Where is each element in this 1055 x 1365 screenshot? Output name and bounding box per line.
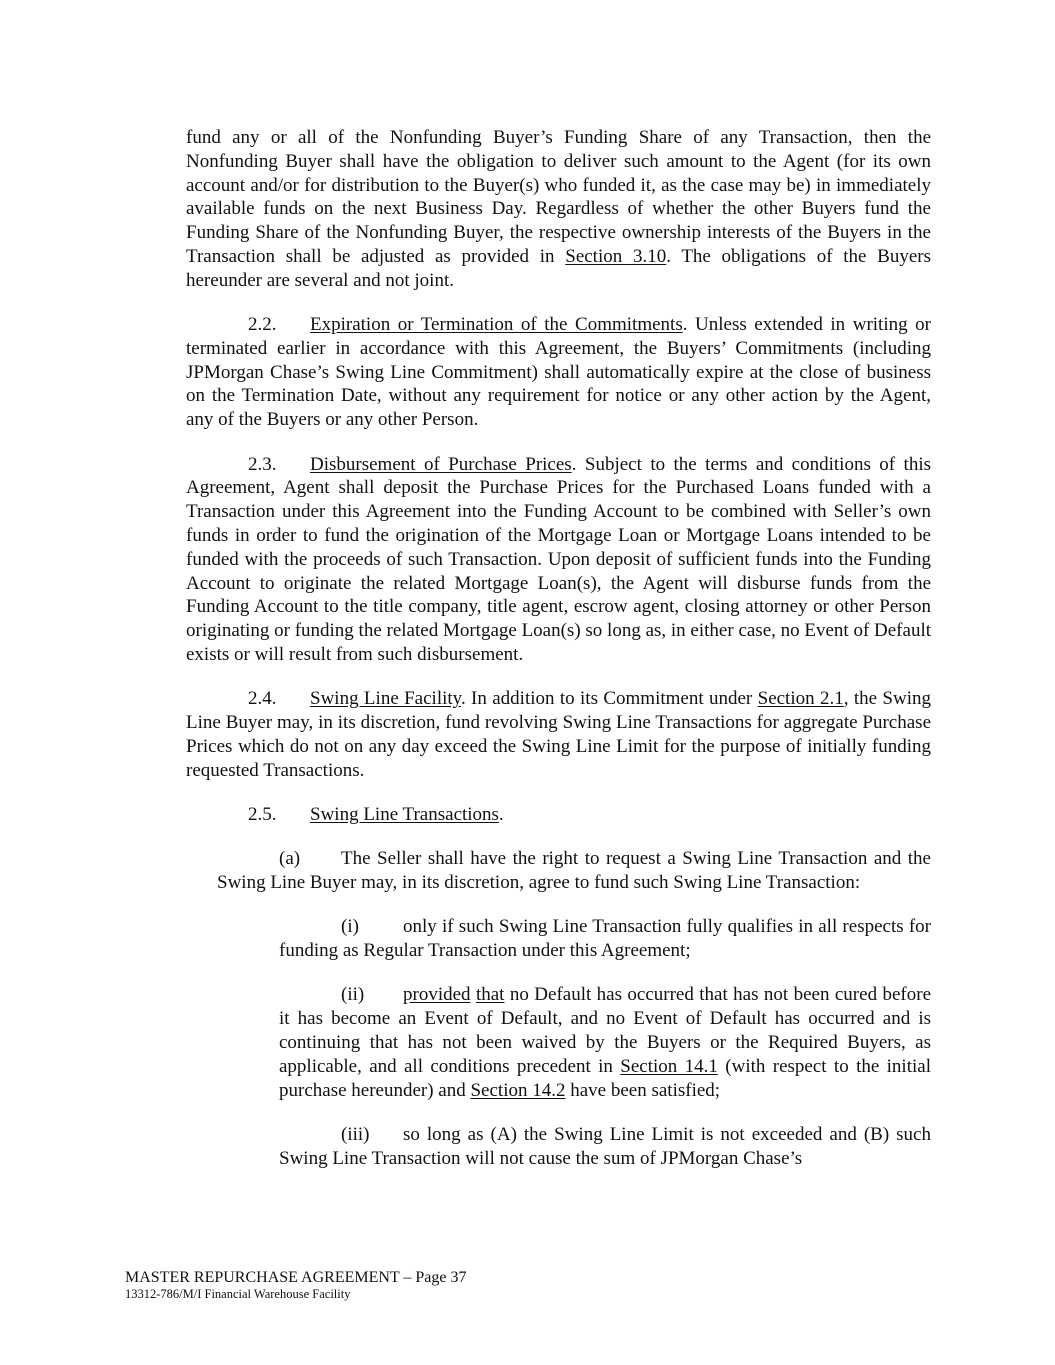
clause-iii xyxy=(279,1123,931,1171)
section-2-2 xyxy=(186,313,931,432)
section-number: 2.4. xyxy=(248,688,277,710)
section-text: , the Swing Line Buyer may, in its discretion, fund revolving Swing Line Transactions for aggregate Purchase Prices which do not on any day exceed the Swing Line Limit for the purpose of initially funding requested Transactions. xyxy=(186,688,931,781)
document-body xyxy=(186,126,931,1191)
footer-document-id: 13312-786/M/I Financial Warehouse Facility xyxy=(125,1287,351,1301)
section-reference: Section 14.1 xyxy=(620,1055,718,1077)
section-2-5 xyxy=(186,803,931,827)
clause-number: (a) xyxy=(279,848,301,870)
section-reference: Section 3.10 xyxy=(565,245,667,267)
page-footer xyxy=(125,1268,467,1302)
clause-number: (i) xyxy=(341,916,359,938)
section-heading: Expiration or Termination of the Commitments xyxy=(310,314,683,336)
clause-i xyxy=(279,915,931,963)
clause-text: (with respect to the initial purchase hereunder) and xyxy=(279,1055,931,1101)
underlined-term: provided xyxy=(403,984,471,1006)
clause-number: (ii) xyxy=(341,984,365,1006)
continuation-paragraph xyxy=(186,126,931,293)
section-heading: Disbursement of Purchase Prices xyxy=(310,453,572,475)
clause-number: (iii) xyxy=(341,1123,370,1145)
section-reference: Section 14.2 xyxy=(470,1079,566,1101)
section-number: 2.2. xyxy=(248,314,277,336)
section-text: . In addition to its Commitment under xyxy=(460,688,758,710)
section-2-3 xyxy=(186,453,931,667)
clause-text: only if such Swing Line Transaction fully qualifies in all respects for funding as Regular Transaction under this Agreement; xyxy=(279,916,931,962)
section-text: . xyxy=(498,803,504,825)
section-text: . Unless extended in writing or terminated earlier in accordance with this Agreement, the Buyers’ Commitments (including JPMorgan Chase’s Swing Line Commitment) shall automatically expire at the close of business on the Termination Date, without any requirement for notice or any other action by the Agent, any of the Buyers or any other Person. xyxy=(186,314,931,431)
section-number: 2.5. xyxy=(248,803,277,825)
clause-text: The Seller shall have the right to request a Swing Line Transaction and the Swing Line Buyer may, in its discretion, agree to fund such Swing Line Transaction: xyxy=(217,848,931,894)
underlined-term: that xyxy=(475,984,505,1006)
section-number: 2.3. xyxy=(248,453,277,475)
clause-text: so long as (A) the Swing Line Limit is not exceeded and (B) such Swing Line Transaction will not cause the sum of JPMorgan Chase’s xyxy=(279,1123,931,1169)
clause-a xyxy=(217,847,931,895)
section-text: . Subject to the terms and conditions of this Agreement, Agent shall deposit the Purchase Prices for the Purchased Loans funded with a Transaction under this Agreement into the Funding Account to be combined with Seller’s own funds in order to fund the origination of the Mortgage Loan or Mortgage Loans intended to be funded with the proceeds of such Transaction. Upon deposit of sufficient funds into the Funding Account to originate the related Mortgage Loan(s), the Agent will disburse funds from the Funding Account to the title company, title agent, escrow agent, closing attorney or other Person originating or funding the related Mortgage Loan(s) so long as, in either case, no Event of Default exists or will result from such disbursement. xyxy=(186,453,931,665)
section-2-4 xyxy=(186,687,931,782)
paragraph-text: fund any or all of the Nonfunding Buyer’s Funding Share of any Transaction, then the Nonfunding Buyer shall have the obligation to deliver such amount to the Agent (for its own account and/or for distribution to the Buyer(s) who funded it, as the case may be) in immediately available funds on the next Business Day. Regardless of whether the other Buyers fund the Funding Share of the Nonfunding Buyer, the respective ownership interests of the Buyers in the Transaction shall be adjusted as provided in xyxy=(186,127,931,267)
clause-text: have been satisfied; xyxy=(565,1079,721,1101)
clause-ii xyxy=(279,983,931,1102)
footer-title: MASTER REPURCHASE AGREEMENT – Page 37 xyxy=(125,1269,467,1286)
paragraph-text: . The obligations of the Buyers hereunder are several and not joint. xyxy=(186,245,931,291)
section-reference: Section 2.1 xyxy=(757,688,844,710)
section-heading: Swing Line Transactions xyxy=(310,803,499,825)
section-heading: Swing Line Facility xyxy=(310,688,461,710)
clause-text: no Default has occurred that has not been cured before it has become an Event of Default, and no Event of Default has occurred and is continuing that has not been waived by the Buyers or the Required Buyers, as applicable, and all conditions precedent in xyxy=(279,984,932,1077)
